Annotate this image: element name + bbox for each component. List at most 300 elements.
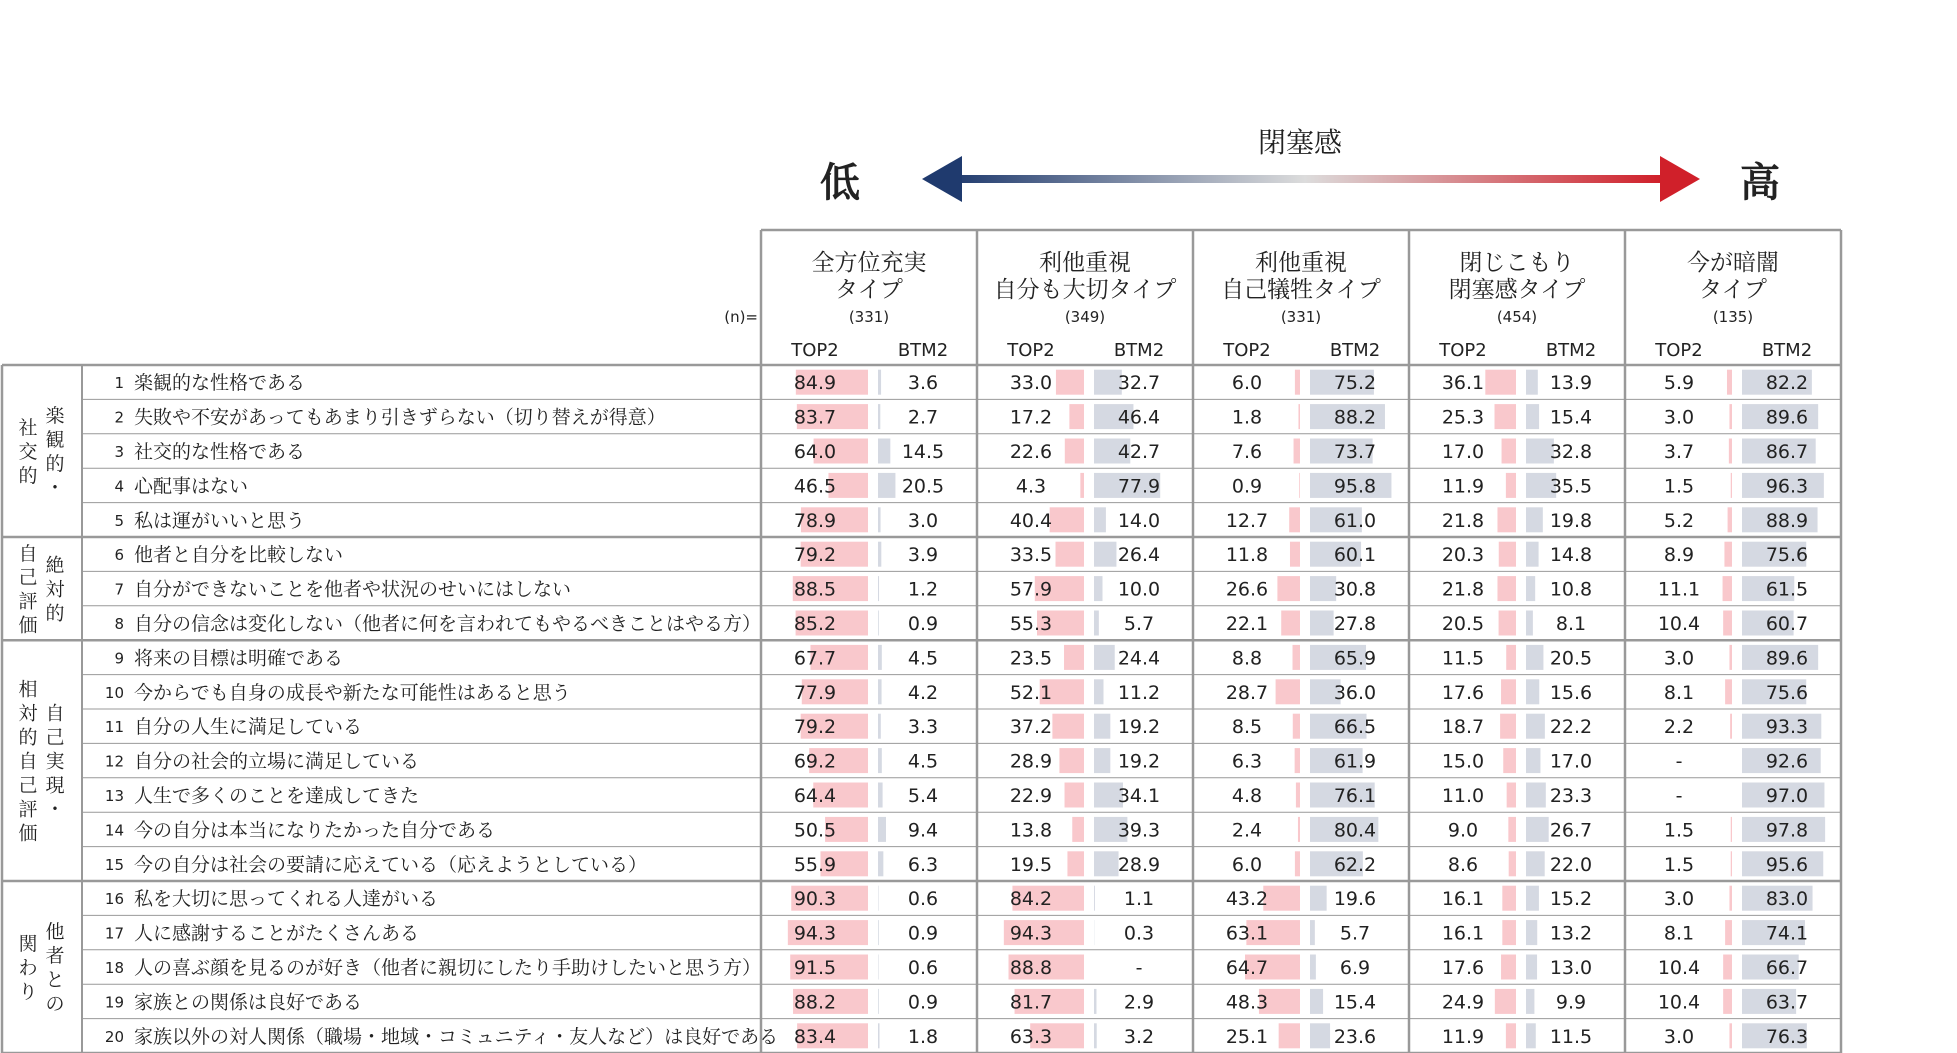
row-label: 将来の目標は明確である bbox=[134, 647, 344, 670]
btm2-value: 9.9 bbox=[1555, 991, 1587, 1014]
segment-name-line2: 閉塞感タイプ bbox=[1448, 277, 1586, 303]
btm2-value: 14.0 bbox=[1117, 509, 1161, 532]
btm2-bar bbox=[878, 439, 890, 464]
btm2-value: 60.7 bbox=[1765, 613, 1809, 635]
top2-bar bbox=[1506, 473, 1516, 498]
btm2-value: 3.3 bbox=[907, 716, 939, 739]
btm2-value: 73.7 bbox=[1333, 441, 1377, 463]
group-label-inner: 自 bbox=[45, 702, 65, 725]
top2-value: 24.9 bbox=[1441, 991, 1485, 1014]
row-label: 心配事はない bbox=[134, 475, 249, 498]
top2-value: 94.3 bbox=[1009, 922, 1053, 945]
btm2-value: 0.9 bbox=[907, 613, 939, 635]
top2-bar bbox=[1729, 404, 1732, 429]
btm2-value: 5.4 bbox=[907, 785, 939, 807]
top2-bar bbox=[1296, 783, 1300, 808]
btm2-bar bbox=[878, 1023, 880, 1048]
top2-bar bbox=[1293, 714, 1300, 739]
top2-value: 94.3 bbox=[793, 922, 837, 945]
btm2-value: 46.4 bbox=[1117, 406, 1161, 429]
btm2-value: 95.6 bbox=[1765, 853, 1809, 876]
subheader-top2: TOP2 bbox=[1439, 340, 1487, 361]
top2-value: 6.3 bbox=[1231, 750, 1263, 773]
btm2-value: 23.3 bbox=[1549, 785, 1593, 807]
group-label-outer: 評 bbox=[18, 798, 38, 821]
top2-value: 77.9 bbox=[793, 681, 837, 704]
top2-bar bbox=[1295, 370, 1300, 395]
btm2-bar bbox=[1310, 955, 1316, 980]
row-number: 6 bbox=[114, 546, 124, 565]
btm2-value: 88.9 bbox=[1765, 509, 1809, 532]
top2-value: - bbox=[1675, 785, 1683, 807]
btm2-bar bbox=[1526, 714, 1545, 739]
btm2-bar bbox=[1310, 576, 1336, 601]
top2-bar bbox=[1059, 748, 1084, 773]
btm2-value: 19.6 bbox=[1333, 888, 1377, 911]
row-label: 家族との関係は良好である bbox=[134, 991, 363, 1014]
btm2-value: 1.2 bbox=[907, 578, 939, 601]
top2-value: 23.5 bbox=[1009, 647, 1053, 670]
btm2-value: 15.4 bbox=[1333, 991, 1377, 1014]
top2-value: 5.9 bbox=[1663, 372, 1695, 395]
btm2-value: 88.2 bbox=[1333, 406, 1377, 429]
top2-bar bbox=[1298, 817, 1300, 842]
top2-value: 21.8 bbox=[1441, 578, 1485, 601]
btm2-bar bbox=[878, 920, 879, 945]
top2-value: 3.0 bbox=[1663, 647, 1695, 670]
segment-name-line2: タイプ bbox=[1699, 277, 1767, 303]
btm2-bar bbox=[878, 817, 886, 842]
group-label-inner: 絶 bbox=[45, 554, 65, 577]
btm2-value: 61.5 bbox=[1765, 578, 1809, 601]
btm2-bar bbox=[878, 714, 881, 739]
segment-name-line1: 閉じこもり bbox=[1459, 250, 1575, 276]
btm2-value: 89.6 bbox=[1765, 647, 1809, 670]
group-label-inner: 己 bbox=[45, 726, 65, 749]
btm2-value: 75.6 bbox=[1765, 544, 1809, 567]
top2-value: 25.1 bbox=[1225, 1025, 1269, 1048]
top2-value: 5.2 bbox=[1663, 509, 1695, 532]
top2-bar bbox=[1723, 576, 1732, 601]
top2-bar bbox=[1499, 542, 1516, 567]
top2-value: 83.4 bbox=[793, 1025, 837, 1048]
btm2-bar bbox=[1094, 507, 1106, 532]
btm2-value: 95.8 bbox=[1333, 475, 1377, 498]
row-number: 4 bbox=[114, 477, 124, 496]
top2-bar bbox=[1724, 542, 1732, 567]
btm2-value: 19.2 bbox=[1117, 716, 1161, 739]
btm2-bar bbox=[878, 576, 879, 601]
top2-bar bbox=[1506, 1023, 1516, 1048]
top2-value: 3.0 bbox=[1663, 888, 1695, 911]
top2-bar bbox=[1725, 679, 1732, 704]
top2-value: 8.9 bbox=[1663, 544, 1695, 567]
top2-value: 20.3 bbox=[1441, 544, 1485, 567]
top2-value: 48.3 bbox=[1225, 991, 1269, 1014]
btm2-bar bbox=[878, 404, 880, 429]
btm2-value: 23.6 bbox=[1333, 1025, 1377, 1048]
closure-arrow bbox=[922, 156, 1700, 202]
btm2-value: - bbox=[1135, 957, 1143, 979]
btm2-value: 92.6 bbox=[1765, 750, 1809, 773]
group-label-outer: 的 bbox=[18, 726, 38, 749]
btm2-bar bbox=[1526, 679, 1539, 704]
btm2-bar bbox=[1094, 886, 1095, 911]
top2-bar bbox=[1279, 1023, 1300, 1048]
top2-value: 10.4 bbox=[1657, 613, 1701, 635]
top2-value: 9.0 bbox=[1447, 819, 1479, 842]
top2-bar bbox=[1727, 370, 1732, 395]
top2-bar bbox=[1263, 886, 1300, 911]
group-label-inner: 楽 bbox=[45, 405, 65, 427]
btm2-value: 3.6 bbox=[907, 372, 939, 395]
subheader-top2: TOP2 bbox=[1223, 340, 1271, 361]
top2-value: 11.9 bbox=[1441, 475, 1485, 498]
btm2-bar bbox=[1526, 404, 1539, 429]
btm2-value: 3.0 bbox=[907, 509, 939, 532]
group-label-outer: わ bbox=[18, 957, 38, 979]
top2-value: 17.6 bbox=[1441, 957, 1485, 979]
group-label-outer: り bbox=[18, 981, 38, 1003]
top2-bar bbox=[1506, 645, 1516, 670]
top2-value: 85.2 bbox=[793, 613, 837, 635]
group-label-inner: 他 bbox=[45, 921, 65, 943]
top2-value: 69.2 bbox=[793, 750, 837, 773]
row-number: 20 bbox=[104, 1027, 124, 1046]
top2-value: 4.8 bbox=[1231, 785, 1263, 807]
top2-bar bbox=[1281, 611, 1300, 636]
btm2-value: 0.9 bbox=[907, 922, 939, 945]
btm2-value: 80.4 bbox=[1333, 819, 1377, 842]
top2-value: 57.9 bbox=[1009, 578, 1053, 601]
btm2-value: 42.7 bbox=[1117, 441, 1161, 463]
top2-value: 84.9 bbox=[793, 372, 837, 395]
top2-bar bbox=[1729, 886, 1732, 911]
top2-value: 0.9 bbox=[1231, 475, 1263, 498]
btm2-value: 66.5 bbox=[1333, 716, 1377, 739]
btm2-value: 19.8 bbox=[1549, 509, 1593, 532]
btm2-value: 13.9 bbox=[1549, 372, 1593, 395]
top2-value: 11.5 bbox=[1441, 647, 1485, 670]
top2-bar bbox=[1729, 1023, 1732, 1048]
segment-n: (135) bbox=[1712, 308, 1754, 326]
row-number: 3 bbox=[114, 443, 124, 461]
btm2-bar bbox=[1526, 1023, 1536, 1048]
btm2-value: 74.1 bbox=[1765, 922, 1809, 945]
subheader-btm2: BTM2 bbox=[1545, 340, 1597, 361]
top2-bar bbox=[1723, 955, 1732, 980]
btm2-value: 3.9 bbox=[907, 544, 939, 567]
group-label-outer: 相 bbox=[18, 678, 38, 701]
btm2-bar bbox=[1094, 542, 1116, 567]
top2-bar bbox=[1299, 473, 1300, 498]
row-label: 自分の人生に満足している bbox=[134, 716, 363, 739]
top2-bar bbox=[1295, 851, 1300, 876]
row-number: 16 bbox=[104, 890, 124, 909]
btm2-bar bbox=[1526, 611, 1533, 636]
top2-bar bbox=[1050, 507, 1084, 532]
row-number: 8 bbox=[114, 615, 124, 633]
btm2-bar bbox=[1526, 783, 1546, 808]
btm2-value: 15.6 bbox=[1549, 681, 1593, 704]
top2-value: 46.5 bbox=[793, 475, 837, 498]
btm2-value: 77.9 bbox=[1117, 475, 1161, 498]
group-label-outer: 自 bbox=[18, 750, 38, 773]
group-label-inner: 観 bbox=[45, 429, 65, 451]
subheader-btm2: BTM2 bbox=[897, 340, 949, 361]
btm2-value: 6.3 bbox=[907, 853, 939, 876]
top2-value: 36.1 bbox=[1441, 372, 1485, 395]
top2-bar bbox=[1294, 439, 1300, 464]
top2-bar bbox=[1731, 851, 1732, 876]
top2-bar bbox=[1069, 404, 1084, 429]
top2-value: 40.4 bbox=[1009, 509, 1053, 532]
row-number: 11 bbox=[104, 718, 124, 737]
btm2-value: 0.3 bbox=[1123, 922, 1155, 945]
top2-value: 88.2 bbox=[793, 991, 837, 1014]
top2-value: 13.8 bbox=[1009, 819, 1053, 842]
btm2-value: 6.9 bbox=[1339, 957, 1371, 979]
top2-bar bbox=[1276, 679, 1300, 704]
btm2-bar bbox=[1094, 989, 1096, 1014]
top2-bar bbox=[1500, 714, 1516, 739]
top2-value: 55.3 bbox=[1009, 613, 1053, 635]
top2-value: 8.5 bbox=[1231, 716, 1263, 739]
btm2-value: 4.2 bbox=[907, 681, 939, 704]
group-label-outer: 己 bbox=[18, 774, 38, 797]
row-number: 12 bbox=[104, 752, 124, 771]
btm2-bar bbox=[878, 955, 879, 980]
high-label: 高 bbox=[1740, 160, 1780, 206]
row-number: 19 bbox=[104, 993, 124, 1012]
row-number: 7 bbox=[114, 580, 124, 599]
btm2-value: 96.3 bbox=[1765, 475, 1809, 498]
top2-value: 90.3 bbox=[793, 888, 837, 911]
btm2-bar bbox=[1526, 886, 1539, 911]
top2-value: 16.1 bbox=[1441, 888, 1485, 911]
top2-value: 12.7 bbox=[1225, 509, 1269, 532]
btm2-value: 35.5 bbox=[1549, 475, 1593, 498]
group-label-outer: 交 bbox=[18, 441, 38, 463]
btm2-value: 15.2 bbox=[1549, 888, 1593, 911]
top2-bar bbox=[1728, 507, 1732, 532]
group-label-outer: 社 bbox=[18, 417, 38, 439]
top2-value: 11.1 bbox=[1657, 578, 1701, 601]
btm2-value: 11.5 bbox=[1549, 1025, 1593, 1048]
btm2-value: 4.5 bbox=[907, 647, 939, 670]
top2-value: 91.5 bbox=[793, 957, 837, 979]
subheader-btm2: BTM2 bbox=[1761, 340, 1813, 361]
top2-bar bbox=[1056, 542, 1084, 567]
top2-bar bbox=[1731, 473, 1732, 498]
segment-name-line2: 自己犠牲タイプ bbox=[1221, 277, 1381, 303]
btm2-value: 32.7 bbox=[1117, 372, 1161, 395]
row-number: 10 bbox=[104, 683, 124, 702]
top2-bar bbox=[1731, 817, 1732, 842]
btm2-value: 13.2 bbox=[1549, 922, 1593, 945]
btm2-bar bbox=[1094, 679, 1104, 704]
btm2-bar bbox=[1526, 576, 1535, 601]
row-number: 14 bbox=[104, 821, 124, 840]
top2-bar bbox=[1293, 645, 1300, 670]
top2-value: 10.4 bbox=[1657, 957, 1701, 979]
group-label-inner: 実 bbox=[45, 750, 65, 773]
top2-bar bbox=[1494, 404, 1516, 429]
top2-value: 11.0 bbox=[1441, 785, 1485, 807]
n-label: (n)= bbox=[724, 308, 758, 326]
btm2-bar bbox=[1094, 851, 1119, 876]
btm2-value: 14.5 bbox=[901, 441, 945, 463]
top2-bar bbox=[1723, 989, 1732, 1014]
top2-value: 78.9 bbox=[793, 509, 837, 532]
top2-value: 64.4 bbox=[793, 785, 837, 807]
segment-n: (331) bbox=[1280, 308, 1322, 326]
group-label-inner: ・ bbox=[45, 798, 65, 821]
top2-value: 8.1 bbox=[1663, 681, 1695, 704]
row-number: 5 bbox=[114, 511, 124, 530]
btm2-bar bbox=[878, 886, 879, 911]
btm2-value: 83.0 bbox=[1765, 888, 1809, 911]
top2-value: 52.1 bbox=[1009, 681, 1053, 704]
axis-title: 閉塞感 bbox=[1257, 126, 1343, 159]
row-number: 13 bbox=[104, 787, 124, 805]
segment-n: (349) bbox=[1064, 308, 1106, 326]
top2-value: 1.5 bbox=[1663, 853, 1695, 876]
top2-value: 8.1 bbox=[1663, 922, 1695, 945]
top2-value: 3.0 bbox=[1663, 406, 1695, 429]
btm2-value: 2.9 bbox=[1123, 991, 1155, 1014]
top2-value: 67.7 bbox=[793, 647, 837, 670]
top2-value: 88.8 bbox=[1009, 957, 1053, 979]
row-label: 自分の社会的立場に満足している bbox=[134, 750, 420, 773]
top2-bar bbox=[1065, 439, 1084, 464]
btm2-value: 27.8 bbox=[1333, 613, 1377, 635]
btm2-value: 66.7 bbox=[1765, 957, 1809, 979]
segment-n: (331) bbox=[848, 308, 890, 326]
top2-bar bbox=[1501, 679, 1516, 704]
top2-value: 4.3 bbox=[1015, 475, 1047, 498]
btm2-bar bbox=[878, 783, 883, 808]
btm2-bar bbox=[1094, 645, 1115, 670]
group-label-inner: と bbox=[45, 969, 65, 991]
btm2-value: 75.2 bbox=[1333, 372, 1377, 395]
top2-value: 28.7 bbox=[1225, 681, 1269, 704]
top2-value: 17.0 bbox=[1441, 441, 1485, 463]
top2-value: 64.0 bbox=[793, 441, 837, 463]
row-label: 人に感謝することがたくさんある bbox=[134, 922, 420, 945]
row-number: 1 bbox=[114, 374, 124, 393]
top2-bar bbox=[1277, 576, 1300, 601]
btm2-value: 61.0 bbox=[1333, 509, 1377, 532]
btm2-value: 26.7 bbox=[1549, 819, 1593, 842]
btm2-bar bbox=[1526, 507, 1543, 532]
top2-value: 11.8 bbox=[1225, 544, 1269, 567]
group-label-inner: 対 bbox=[45, 578, 65, 601]
top2-value: 50.5 bbox=[793, 819, 837, 842]
btm2-bar bbox=[1094, 748, 1110, 773]
row-label: 私を大切に思ってくれる人達がいる bbox=[134, 888, 439, 911]
btm2-value: 39.3 bbox=[1117, 819, 1161, 842]
btm2-value: 0.9 bbox=[907, 991, 939, 1014]
top2-value: 25.3 bbox=[1441, 406, 1485, 429]
btm2-value: 3.2 bbox=[1123, 1025, 1155, 1048]
top2-value: - bbox=[1675, 750, 1683, 773]
segment-name-line2: タイプ bbox=[835, 277, 903, 303]
top2-value: 1.8 bbox=[1231, 406, 1263, 429]
arrow-head-left bbox=[922, 156, 962, 202]
top2-bar bbox=[1502, 920, 1516, 945]
btm2-value: 13.0 bbox=[1549, 957, 1593, 979]
row-label: 人生で多くのことを達成してきた bbox=[134, 785, 420, 807]
top2-value: 1.5 bbox=[1663, 475, 1695, 498]
btm2-value: 82.2 bbox=[1765, 372, 1809, 395]
btm2-bar bbox=[878, 989, 879, 1014]
btm2-bar bbox=[1310, 1023, 1330, 1048]
btm2-value: 17.0 bbox=[1549, 750, 1593, 773]
top2-value: 3.7 bbox=[1663, 441, 1695, 463]
btm2-bar bbox=[1310, 886, 1327, 911]
top2-value: 84.2 bbox=[1009, 888, 1053, 911]
top2-value: 2.4 bbox=[1231, 819, 1263, 842]
segment-name-line2: 自分も大切タイプ bbox=[993, 277, 1177, 303]
top2-value: 11.9 bbox=[1441, 1025, 1485, 1048]
btm2-bar bbox=[878, 473, 895, 498]
btm2-value: 19.2 bbox=[1117, 750, 1161, 773]
btm2-value: 0.6 bbox=[907, 888, 939, 911]
btm2-value: 2.7 bbox=[907, 406, 939, 429]
top2-bar bbox=[1730, 714, 1732, 739]
top2-value: 8.6 bbox=[1447, 853, 1479, 876]
btm2-value: 0.6 bbox=[907, 957, 939, 979]
top2-value: 22.1 bbox=[1225, 613, 1269, 635]
top2-value: 88.5 bbox=[793, 578, 837, 601]
row-label: 社交的な性格である bbox=[134, 441, 306, 463]
top2-value: 10.4 bbox=[1657, 991, 1701, 1014]
row-label: 自分ができないことを他者や状況のせいにはしない bbox=[134, 578, 572, 601]
group-label-outer: 的 bbox=[18, 465, 38, 487]
top2-value: 18.7 bbox=[1441, 716, 1485, 739]
btm2-bar bbox=[878, 748, 882, 773]
top2-bar bbox=[1503, 748, 1516, 773]
top2-value: 8.8 bbox=[1231, 647, 1263, 670]
group-label-outer: 対 bbox=[18, 702, 38, 725]
top2-bar bbox=[1064, 645, 1084, 670]
btm2-value: 76.1 bbox=[1333, 785, 1377, 807]
row-label: 楽観的な性格である bbox=[134, 372, 306, 395]
btm2-value: 28.9 bbox=[1117, 853, 1161, 876]
btm2-bar bbox=[878, 851, 883, 876]
row-label: 今からでも自身の成長や新たな可能性はあると思う bbox=[134, 681, 571, 704]
row-label: 失敗や不安があってもあまり引きずらない（切り替えが得意） bbox=[134, 406, 666, 429]
top2-bar bbox=[1723, 611, 1732, 636]
top2-value: 63.3 bbox=[1009, 1025, 1053, 1048]
btm2-value: 30.8 bbox=[1333, 578, 1377, 601]
top2-bar bbox=[1080, 473, 1084, 498]
btm2-value: 62.2 bbox=[1333, 853, 1377, 876]
subheader-btm2: BTM2 bbox=[1329, 340, 1381, 361]
segment-name-line1: 今が暗闇 bbox=[1687, 250, 1779, 276]
btm2-bar bbox=[1094, 611, 1099, 636]
btm2-bar bbox=[1526, 989, 1534, 1014]
row-label: 今の自分は本当になりたかった自分である bbox=[134, 819, 496, 842]
btm2-value: 86.7 bbox=[1765, 441, 1809, 463]
top2-value: 55.9 bbox=[793, 853, 837, 876]
btm2-value: 1.8 bbox=[907, 1025, 939, 1048]
btm2-bar bbox=[878, 611, 879, 636]
top2-value: 1.5 bbox=[1663, 819, 1695, 842]
btm2-bar bbox=[1094, 576, 1103, 601]
btm2-value: 22.0 bbox=[1549, 853, 1593, 876]
